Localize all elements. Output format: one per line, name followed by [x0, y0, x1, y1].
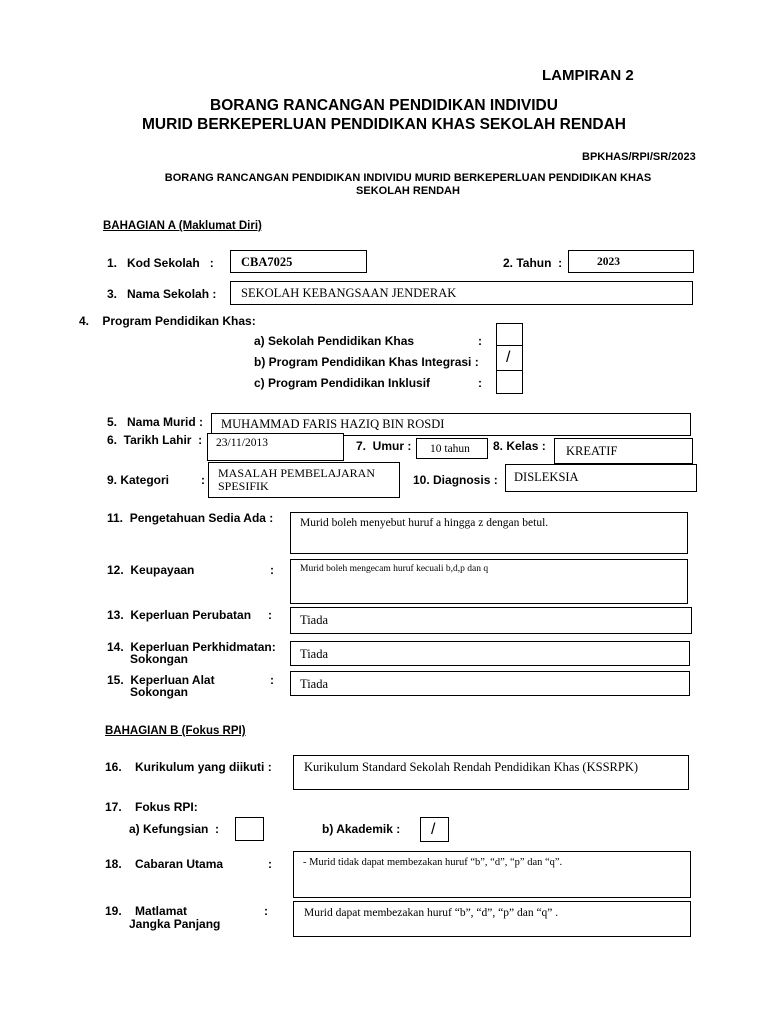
kurikulum-label: 16. Kurikulum yang diikuti : [105, 760, 272, 774]
keperluan-alat-label-line2: Sokongan [130, 685, 189, 699]
nama-sekolah-label: 3. Nama Sekolah : [107, 287, 217, 301]
nama-sekolah-field[interactable] [230, 281, 693, 305]
tahun-value: 2023 [597, 256, 620, 268]
cabaran-utama-label: 18. Cabaran Utama [105, 857, 224, 871]
keperluan-perkhidmatan-label-line2: Sokongan [130, 652, 189, 666]
keupayaan-value: Murid boleh mengecam huruf kecuali b,d,p dan q [300, 564, 489, 574]
keupayaan-field[interactable] [290, 559, 688, 604]
kod-sekolah-field[interactable] [230, 250, 367, 273]
keperluan-perkhidmatan-value: Tiada [300, 647, 329, 661]
akademik-checkbox[interactable] [420, 817, 449, 842]
fokus-rpi-label: 17. Fokus RPI: [105, 800, 198, 814]
keperluan-alat-colon: : [270, 673, 274, 687]
kategori-field[interactable] [208, 462, 400, 498]
program-option-a-label: a) Sekolah Pendidikan Khas [254, 334, 415, 348]
tarikh-lahir-label: 6. Tarikh Lahir : [107, 433, 203, 447]
kurikulum-field[interactable] [293, 755, 689, 790]
section-a-heading: BAHAGIAN A (Maklumat Diri) [103, 220, 262, 232]
reference-code: BPKHAS/RPI/SR/2023 [582, 151, 696, 163]
keperluan-perubatan-label: 13. Keperluan Perubatan [107, 608, 252, 622]
diagnosis-field[interactable] [505, 464, 697, 492]
tahun-label: 2. Tahun : [503, 256, 563, 270]
keperluan-perubatan-value: Tiada [300, 613, 329, 627]
keperluan-perkhidmatan-field[interactable] [290, 641, 690, 666]
umur-label: 7. Umur : [356, 439, 412, 453]
keperluan-alat-value: Tiada [300, 677, 329, 691]
tahun-field[interactable] [568, 250, 694, 273]
program-option-a-colon: : [478, 334, 482, 348]
tarikh-lahir-value: 23/11/2013 [216, 437, 268, 449]
subtitle-line2: SEKOLAH RENDAH [356, 185, 460, 197]
umur-value: 10 tahun [430, 443, 470, 455]
program-option-c-label: c) Program Pendidikan Inklusif [254, 376, 431, 390]
matlamat-label-line1: 19. Matlamat [105, 904, 188, 918]
diagnosis-value: DISLEKSIA [514, 470, 579, 484]
cabaran-utama-field[interactable] [293, 851, 691, 898]
kategori-value-line1: MASALAH PEMBELAJARAN [218, 466, 376, 480]
umur-field[interactable] [416, 438, 488, 459]
program-option-a-checkbox[interactable] [496, 323, 523, 346]
kurikulum-value: Kurikulum Standard Sekolah Rendah Pendidikan Khas (KSSRPK) [304, 760, 639, 774]
kod-sekolah-label: 1. Kod Sekolah : [107, 256, 214, 270]
kefungsian-label: a) Kefungsian : [129, 822, 220, 836]
program-label: 4. Program Pendidikan Khas: [79, 314, 256, 328]
kefungsian-checkbox[interactable] [235, 817, 264, 841]
program-option-c-checkbox[interactable] [496, 370, 523, 394]
program-option-c-colon: : [478, 376, 482, 390]
kategori-label: 9. Kategori [107, 473, 170, 487]
diagnosis-label: 10. Diagnosis : [413, 473, 498, 487]
keperluan-alat-label-line1: 15. Keperluan Alat [107, 673, 215, 687]
cabaran-utama-colon: : [268, 857, 272, 871]
matlamat-label-line2: Jangka Panjang [129, 917, 221, 931]
pengetahuan-value: Murid boleh menyebut huruf a hingga z dengan betul. [300, 517, 549, 529]
form-title-line1: BORANG RANCANGAN PENDIDIKAN INDIVIDU [210, 97, 558, 114]
matlamat-colon: : [264, 904, 268, 918]
keperluan-perubatan-field[interactable] [290, 607, 692, 634]
keupayaan-colon: : [270, 563, 274, 577]
kelas-value: KREATIF [566, 444, 618, 458]
subtitle-line1: BORANG RANCANGAN PENDIDIKAN INDIVIDU MURID BERKEPERLUAN PENDIDIKAN KHAS [164, 172, 652, 184]
kategori-colon: : [201, 473, 205, 487]
nama-murid-label: 5. Nama Murid : [107, 415, 204, 429]
keperluan-perubatan-colon: : [268, 608, 272, 622]
keperluan-perkhidmatan-label-line1: 14. Keperluan Perkhidmatan: [107, 640, 276, 654]
form-title-line2: MURID BERKEPERLUAN PENDIDIKAN KHAS SEKOLAH RENDAH [142, 116, 626, 133]
pengetahuan-label: 11. Pengetahuan Sedia Ada : [107, 511, 274, 525]
program-option-b-mark: / [506, 349, 511, 366]
nama-murid-value: MUHAMMAD FARIS HAZIQ BIN ROSDI [221, 417, 445, 431]
matlamat-field[interactable] [293, 901, 691, 937]
kelas-field[interactable] [554, 438, 693, 464]
kelas-label: 8. Kelas : [493, 439, 546, 453]
akademik-label: b) Akademik : [322, 822, 401, 836]
program-option-b-checkbox[interactable] [496, 345, 523, 371]
lampiran-label: LAMPIRAN 2 [542, 67, 634, 84]
kod-sekolah-value: CBA7025 [241, 255, 293, 269]
akademik-mark: / [431, 821, 436, 838]
keupayaan-label: 12. Keupayaan [107, 563, 195, 577]
nama-sekolah-value: SEKOLAH KEBANGSAAN JENDERAK [241, 286, 457, 300]
pengetahuan-field[interactable] [290, 512, 688, 554]
kategori-value-line2: SPESIFIK [218, 479, 269, 493]
keperluan-alat-field[interactable] [290, 671, 690, 696]
program-option-b-label: b) Program Pendidikan Khas Integrasi : [254, 355, 479, 369]
matlamat-value: Murid dapat membezakan huruf “b”, “d”, “p” dan “q” . [304, 907, 559, 919]
cabaran-utama-value: - Murid tidak dapat membezakan huruf “b”, “d”, “p” dan “q”. [303, 857, 563, 868]
section-b-heading: BAHAGIAN B (Fokus RPI) [105, 725, 246, 737]
tarikh-lahir-field[interactable] [207, 433, 344, 461]
